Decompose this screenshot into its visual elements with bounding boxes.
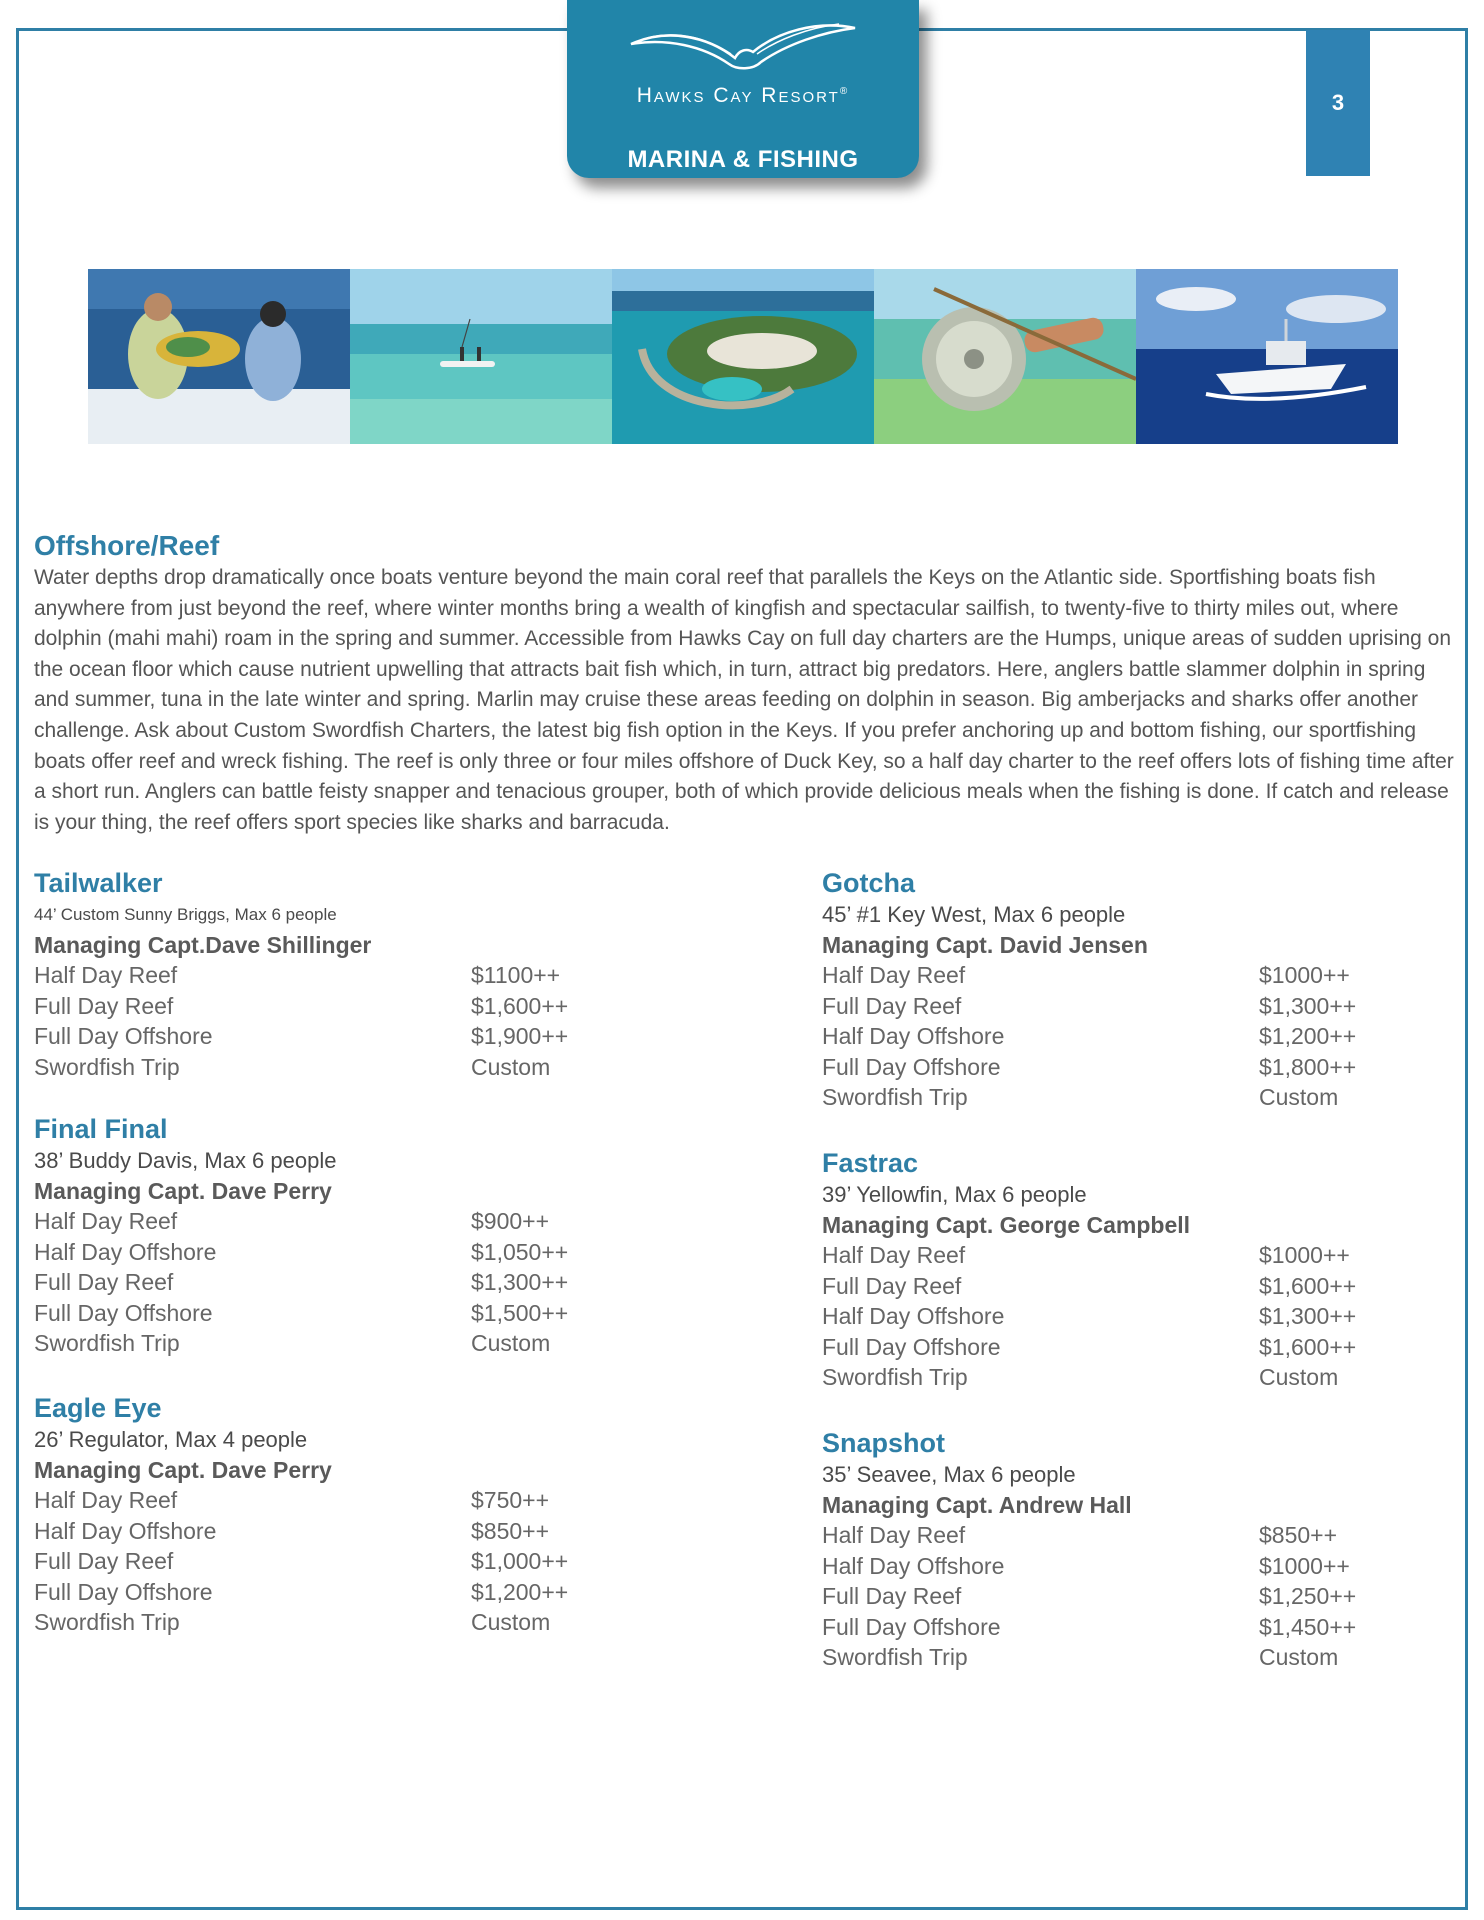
rate-row xyxy=(34,1485,594,1516)
trip-type: Half Day Offshore xyxy=(822,1303,1005,1330)
rate-row xyxy=(822,1551,1382,1582)
trip-type: Swordfish Trip xyxy=(34,1609,180,1636)
trip-price: Custom xyxy=(1259,1364,1339,1391)
rate-row xyxy=(34,1206,594,1237)
section-title: MARINA & FISHING xyxy=(627,146,859,173)
charter-captain: Managing Capt.Dave Shillinger xyxy=(34,932,372,958)
trip-price: $1,300++ xyxy=(471,1269,569,1296)
trip-price: $900++ xyxy=(471,1208,550,1234)
intro-title: Offshore/Reef xyxy=(34,530,220,561)
trip-price: $1,500++ xyxy=(471,1299,569,1326)
hawk-logo-icon xyxy=(627,14,859,78)
charter-boat: 35’ Seavee, Max 6 people xyxy=(822,1462,1076,1487)
rate-row xyxy=(34,1328,594,1359)
flats-skiff-photo xyxy=(350,269,612,444)
trip-type: Full Day Reef xyxy=(34,992,174,1019)
charter-eagle-eye xyxy=(34,1391,594,1638)
trip-type: Half Day Reef xyxy=(822,1242,966,1268)
mahi-mahi-catch-photo xyxy=(88,269,350,444)
charter-name: Fastrac xyxy=(822,1148,919,1178)
rate-row xyxy=(34,960,594,991)
charter-captain: Managing Capt. David Jensen xyxy=(822,932,1148,958)
trip-price: $1,900++ xyxy=(471,1023,569,1050)
trip-price: $1,200++ xyxy=(1259,1023,1357,1050)
charter-name: Gotcha xyxy=(822,868,916,898)
rate-row xyxy=(34,1546,594,1577)
rate-row xyxy=(34,1237,594,1268)
photo-strip xyxy=(88,269,1398,444)
trip-type: Full Day Reef xyxy=(822,992,962,1019)
rate-row xyxy=(822,1301,1382,1332)
trip-price: Custom xyxy=(471,1330,551,1357)
charter-name: Snapshot xyxy=(822,1428,946,1458)
trip-type: Full Day Reef xyxy=(822,1272,962,1299)
header-tab xyxy=(567,0,919,178)
charter-boat: 44’ Custom Sunny Briggs, Max 6 people xyxy=(34,905,337,924)
charter-boat: 38’ Buddy Davis, Max 6 people xyxy=(34,1148,337,1173)
trip-price: $1,600++ xyxy=(1259,1272,1357,1299)
rate-row xyxy=(822,1581,1382,1612)
trip-type: Full Day Offshore xyxy=(822,1613,1001,1640)
rate-row xyxy=(34,1607,594,1638)
trip-price: $1,250++ xyxy=(1259,1583,1357,1610)
rate-row xyxy=(34,1298,594,1329)
trip-price: $1000++ xyxy=(1259,1552,1350,1579)
charter-boat: 26’ Regulator, Max 4 people xyxy=(34,1427,308,1452)
rate-row xyxy=(822,1240,1382,1271)
trip-price: $850++ xyxy=(1259,1522,1338,1548)
rate-row xyxy=(822,1642,1382,1673)
trip-price: $1,050++ xyxy=(471,1238,569,1265)
charter-captain: Managing Capt. Andrew Hall xyxy=(822,1492,1132,1518)
charter-boat: 39’ Yellowfin, Max 6 people xyxy=(822,1182,1087,1207)
trip-type: Half Day Offshore xyxy=(34,1238,217,1265)
charter-name: Final Final xyxy=(34,1114,168,1144)
trip-type: Full Day Reef xyxy=(822,1583,962,1610)
trip-price: Custom xyxy=(471,1609,551,1636)
brand-name: Hawks Cay Resort® xyxy=(636,84,850,107)
trip-type: Swordfish Trip xyxy=(822,1084,968,1111)
charter-gotcha xyxy=(822,866,1382,1113)
charter-boat: 45’ #1 Key West, Max 6 people xyxy=(822,902,1126,927)
trip-type: Full Day Reef xyxy=(34,1548,174,1575)
charter-captain: Managing Capt. Dave Perry xyxy=(34,1457,332,1483)
trip-price: Custom xyxy=(1259,1084,1339,1111)
trip-type: Full Day Offshore xyxy=(822,1053,1001,1080)
rate-row xyxy=(34,1267,594,1298)
rate-row xyxy=(822,960,1382,991)
trip-price: $1000++ xyxy=(1259,962,1350,988)
trip-price: $1,600++ xyxy=(471,992,569,1019)
charter-name: Tailwalker xyxy=(34,868,163,898)
intro-paragraph: Water depths drop dramatically once boats venture beyond the main coral reef that parallels the Keys on the Atlantic side. Sportfishing boats fish anywhere from just beyond the reef, where winter months bring a wealth of kingfish and spectacular sailfish, to twenty-five to thirty miles out, where dolphin (mahi mahi) roam in the spring and summer. Accessible from Hawks Cay on full day charters are the Humps, unique areas of sudden uprising on the ocean floor which cause nutrient upwelling that attracts bait fish which, in turn, attract big predators. Here, anglers battle slammer dolphin in spring and summer, tuna in the late winter and spring. Marlin may cruise these areas feeding on dolphin in season. Big amberjacks and sharks offer another challenge. Ask about Custom Swordfish Charters, the latest big fish option in the Keys. If you prefer anchoring up and bottom fishing, our sportfishing boats offer reef and wreck fishing. The reef is only three or four miles offshore of Duck Key, so a half day charter to the reef offers lots of fishing time after a short run. Anglers can battle feisty snapper and tenacious grouper, both of which provide delicious meals when the fishing is done. If catch and release is your thing, the reef offers sport species like sharks and barracuda. xyxy=(34,566,1454,834)
trip-price: $1,800++ xyxy=(1259,1053,1357,1080)
fly-reel-photo xyxy=(874,269,1136,444)
trip-type: Half Day Reef xyxy=(822,1522,966,1548)
rate-row xyxy=(822,1082,1382,1113)
rate-row xyxy=(822,1021,1382,1052)
rate-row xyxy=(822,1520,1382,1551)
trip-price: $1,600++ xyxy=(1259,1333,1357,1360)
trip-price: Custom xyxy=(1259,1644,1339,1671)
trip-type: Full Day Offshore xyxy=(822,1333,1001,1360)
charter-name: Eagle Eye xyxy=(34,1393,162,1423)
trip-type: Half Day Offshore xyxy=(822,1023,1005,1050)
rate-row xyxy=(822,1271,1382,1302)
charter-snapshot xyxy=(822,1426,1382,1673)
rate-row xyxy=(34,991,594,1022)
charter-fastrac xyxy=(822,1146,1382,1393)
trip-price: $1,300++ xyxy=(1259,992,1357,1019)
trip-type: Swordfish Trip xyxy=(822,1364,968,1391)
rate-row xyxy=(34,1516,594,1547)
registered-mark: ® xyxy=(839,86,850,97)
trip-price: $1,000++ xyxy=(471,1548,569,1575)
charter-tailwalker xyxy=(34,866,594,1082)
rate-row xyxy=(822,1052,1382,1083)
trip-price: $1,300++ xyxy=(1259,1303,1357,1330)
trip-price: $1,450++ xyxy=(1259,1613,1357,1640)
rate-row xyxy=(34,1052,594,1083)
trip-type: Half Day Reef xyxy=(34,962,178,988)
rate-row xyxy=(34,1021,594,1052)
rate-row xyxy=(822,1362,1382,1393)
trip-type: Full Day Offshore xyxy=(34,1023,213,1050)
charter-final-final xyxy=(34,1112,594,1359)
trip-type: Full Day Offshore xyxy=(34,1578,213,1605)
trip-price: Custom xyxy=(471,1053,551,1080)
trip-price: $1100++ xyxy=(471,962,561,988)
rate-row xyxy=(822,991,1382,1022)
trip-type: Half Day Reef xyxy=(34,1487,178,1513)
trip-type: Full Day Reef xyxy=(34,1269,174,1296)
charter-captain: Managing Capt. Dave Perry xyxy=(34,1178,332,1204)
trip-type: Half Day Offshore xyxy=(822,1552,1005,1579)
trip-type: Swordfish Trip xyxy=(34,1330,180,1357)
trip-type: Swordfish Trip xyxy=(34,1053,180,1080)
charter-captain: Managing Capt. George Campbell xyxy=(822,1212,1191,1238)
resort-aerial-photo xyxy=(612,269,874,444)
trip-price: $1000++ xyxy=(1259,1242,1350,1268)
trip-type: Half Day Offshore xyxy=(34,1517,217,1544)
trip-price: $750++ xyxy=(471,1487,550,1513)
rate-row xyxy=(822,1332,1382,1363)
trip-type: Half Day Reef xyxy=(822,962,966,988)
trip-price: $850++ xyxy=(471,1517,550,1544)
trip-type: Full Day Offshore xyxy=(34,1299,213,1326)
trip-type: Swordfish Trip xyxy=(822,1644,968,1671)
page-number: 3 xyxy=(1306,30,1370,176)
sportfishing-boat-photo xyxy=(1136,269,1398,444)
rate-row xyxy=(822,1612,1382,1643)
trip-price: $1,200++ xyxy=(471,1578,569,1605)
rate-row xyxy=(34,1577,594,1608)
trip-type: Half Day Reef xyxy=(34,1208,178,1234)
